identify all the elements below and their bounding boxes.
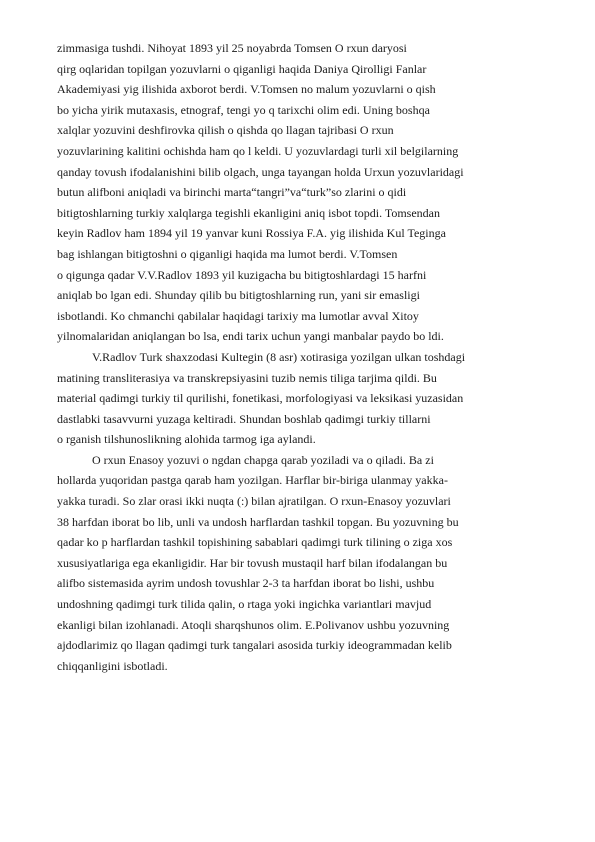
text-line: dastlabki tasavvurni yuzaga keltiradi. Shundan boshlab qadimgi turkiy tillarni xyxy=(57,411,431,426)
text-line: bitigtoshlarning turkiy xalqlarga tegishli ekanligini aniq isbot topdi. Tomsendan xyxy=(57,205,441,220)
text-line: bag ishlangan bitigtoshni o qiganligi haqida ma lumot berdi. V.Tomsen xyxy=(57,246,398,261)
text-line: yozuvlarining kalitini ochishda ham qo l keldi. U yozuvlardagi turli xil belgilarning xyxy=(57,143,459,158)
text-line: material qadimgi turkiy til qurilishi, fonetikasi, morfologiyasi va leksikasi yuzasidan xyxy=(57,391,464,406)
text-line: ajdodlarimiz qo llagan qadimgi turk tangalari asosida turkiy ideogrammadan kelib xyxy=(57,638,452,653)
text-line: hollarda yuqoridan pastga qarab ham yozilgan. Harflar bir-biriga ulanmay yakka- xyxy=(57,473,448,488)
text-line: bo yicha yirik mutaxasis, etnograf, tengi yo q tarixchi olim edi. Uning boshqa xyxy=(57,102,430,117)
text-line: 38 harfdan iborat bo lib, unli va undosh harflardan tashkil topgan. Bu yozuvning bu xyxy=(57,514,459,529)
text-line: yilnomalaridan aniqlangan bo lsa, endi tarix uchun yangi manbalar paydo bo ldi. xyxy=(57,329,444,344)
text-line: keyin Radlov ham 1894 yil 19 yanvar kuni Rossiya F.A. yig ilishida Kul Teginga xyxy=(57,226,446,241)
text-line: aniqlab bo lgan edi. Shunday qilib bu bitigtoshlarning run, yani sir emasligi xyxy=(57,288,420,303)
text-line: isbotlandi. Ko chmanchi qabilalar haqidagi tarixiy ma lumotlar avval Xitoy xyxy=(57,308,419,323)
text-line: undoshning qadimgi turk tilida qalin, o rtaga yoki ingichka variantlari mavjud xyxy=(57,597,432,612)
text-line: O rxun Enasoy yozuvi o ngdan chapga qarab yoziladi va o qiladi. Ba zi xyxy=(92,452,434,467)
text-line: qanday tovush ifodalanishini bilib olgach, unga tayangan holda Urxun yozuvlaridagi xyxy=(57,164,464,179)
text-line: zimmasiga tushdi. Nihoyat 1893 yil 25 noyabrda Tomsen O rxun daryosi xyxy=(57,41,407,55)
text-line: xalqlar yozuvini deshfirovka qilish o qishda qo llagan tajribasi O rxun xyxy=(57,123,394,138)
text-line: o qigunga qadar V.V.Radlov 1893 yil kuzigacha bu bitigtoshlardagi 15 harfni xyxy=(57,267,427,282)
text-line: o rganish tilshunoslikning alohida tarmog iga aylandi. xyxy=(57,432,316,447)
text-line: Akademiyasi yig ilishida axborot berdi. V.Tomsen no malum yozuvlarni o qish xyxy=(57,82,436,97)
text-line: qirg oqlaridan topilgan yozuvlarni o qiganligi haqida Daniya Qirolligi Fanlar xyxy=(57,61,427,76)
text-line: qadar ko p harflardan tashkil topishining sabablari qadimgi turk tilining o ziga xos xyxy=(57,535,453,550)
text-line: matining transliterasiya va transkrepsiyasini tuzib nemis tiliga tarjima qildi. Bu xyxy=(57,370,437,385)
text-line: butun alifboni aniqladi va birinchi marta“tangri”va“turk”so zlarini o qidi xyxy=(57,185,407,200)
text-line: chiqqanligini isbotladi. xyxy=(57,658,168,673)
text-line: V.Radlov Turk shaxzodasi Kultegin (8 asr) xotirasiga yozilgan ulkan toshdagi xyxy=(92,349,466,364)
text-line: ekanligi bilan izohlanadi. Atoqli sharqshunos olim. E.Polivanov ushbu yozuvning xyxy=(57,617,450,632)
text-line: alifbo sistemasida ayrim undosh tovushlar 2-3 ta harfdan iborat bo lishi, ushbu xyxy=(57,576,435,591)
text-line: xususiyatlariga ega ekanligidir. Har bir tovush mustaqil harf bilan ifodalangan bu xyxy=(57,555,448,570)
body-text xyxy=(57,38,537,676)
text-line: yakka turadi. So zlar orasi ikki nuqta (:) bilan ajratilgan. O rxun-Enasoy yozuvlari xyxy=(57,494,451,509)
